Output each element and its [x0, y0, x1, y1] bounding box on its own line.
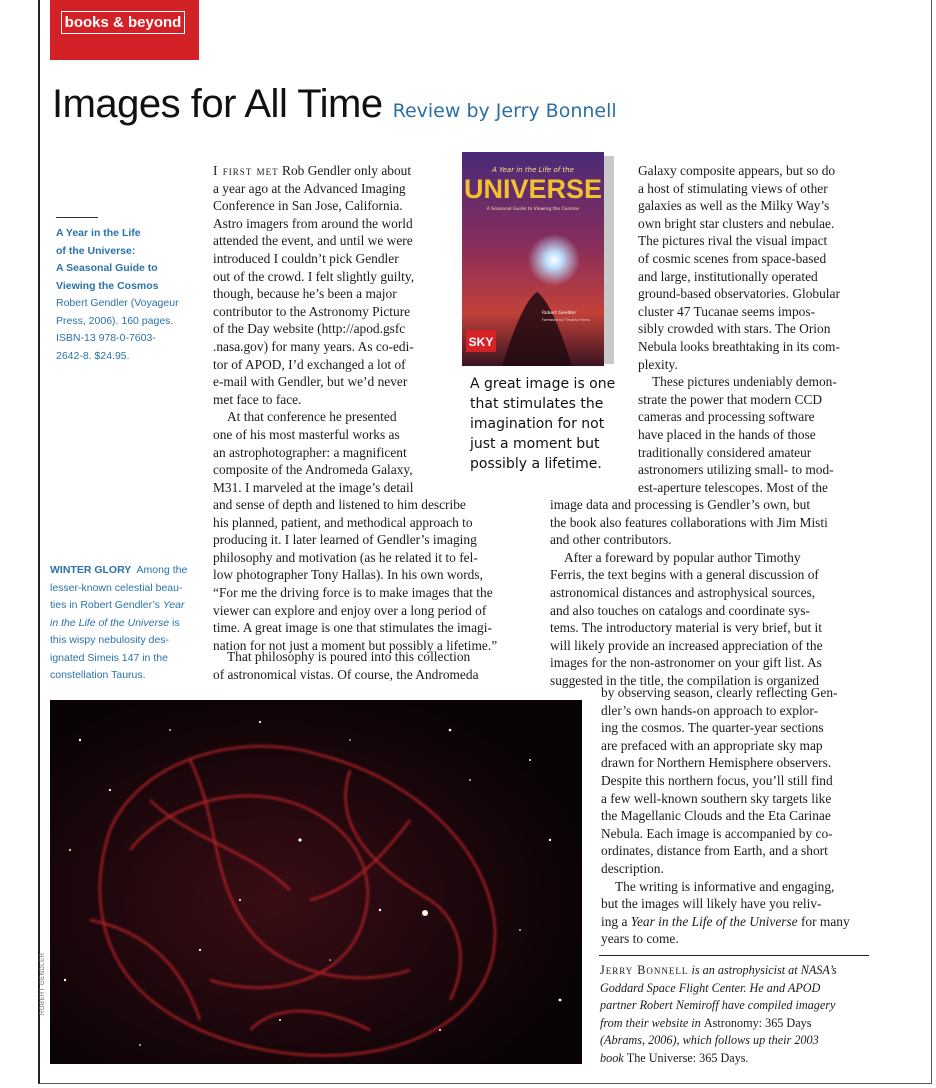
pull-quote: [470, 374, 620, 474]
text-line: a host of stimulating views of other: [638, 180, 828, 196]
text-line: dler’s own hands-on approach to explor-: [601, 702, 819, 718]
text-line: years to come.: [601, 931, 679, 947]
text-line: Year in the Life of the Universe: [630, 913, 798, 929]
article-title: Images for All Time: [52, 82, 383, 126]
text-line: ordinates, distance from Earth, and a short: [601, 843, 828, 859]
text-line: “For me the driving force is to make images that the: [213, 584, 493, 600]
text-line: just a moment but: [470, 436, 600, 452]
photo-credit: ROBERT GENDLER: [40, 952, 46, 1015]
text-line: ing the cosmos. The quarter-year sections: [601, 720, 824, 736]
text-line: Despite this northern focus, you’ll still find: [601, 772, 833, 788]
text-line: imagination for not: [470, 416, 605, 432]
text-line: from their website in: [600, 1015, 704, 1030]
photo-caption: [50, 562, 200, 685]
text-line: attended the event, and until we were: [213, 233, 413, 249]
text-line: will likely provide an increased appreciation of the: [550, 637, 823, 653]
text-line: partner Robert Nemiroff have compiled imagery: [600, 998, 836, 1012]
text-line: ignated Simeis 147 in the: [50, 651, 168, 664]
article-column-1c: [213, 648, 523, 683]
text-line: low photographer Tony Hallas). In his own words,: [213, 567, 483, 583]
book-title-line: of the Universe:: [56, 244, 136, 257]
text-line: These pictures undeniably demon-: [652, 374, 837, 390]
caption-title: WINTER GLORY: [50, 564, 132, 576]
article-column-3c: [601, 684, 871, 948]
text-line: own bright star clusters and nebulae.: [638, 215, 835, 231]
book-cover: [462, 152, 618, 366]
text-line: this wispy nebulosity des-: [50, 634, 170, 646]
cover-author: Robert Gendler: [542, 311, 577, 316]
text-line: ground-based observatories. Globular: [638, 286, 840, 302]
text-line: Nebula. Each image is accompanied by co-: [601, 825, 833, 841]
text-line: an astrophotographer: a magnificent: [213, 444, 407, 460]
text-line: are prefaced with an appropriate sky map: [601, 737, 823, 753]
text-line: plexity.: [638, 356, 678, 372]
text-line: book: [600, 1050, 627, 1065]
text-line: is an astrophysicist at NASA’s: [688, 963, 837, 977]
text-line: viewer can explore and enjoy over a long period of: [213, 602, 487, 618]
text-line: cluster 47 Tucanae seems impos-: [638, 303, 816, 319]
author-bio: [600, 962, 872, 1067]
text-line: ing a: [601, 913, 631, 929]
text-line: astronomers utilizing small- to mod-: [638, 462, 834, 478]
text-line: of the Day website (http://apod.gsfc: [213, 321, 406, 337]
cover-badge: SKY: [468, 335, 494, 349]
book-title-line: A Seasonal Guide to: [56, 262, 158, 274]
text-line: the book also features collaborations with Jim Misti: [550, 514, 828, 530]
section-label: books & beyond: [61, 11, 185, 34]
cover-kicker: A Year in the Life of the: [492, 166, 574, 174]
text-line: though, because he’s been a major: [213, 286, 397, 302]
article-byline: Review by Jerry Bonnell: [392, 100, 617, 122]
text-line: strate the power that modern CCD: [638, 391, 823, 407]
book-pub-line: ISBN-13 978-0-7603-: [56, 332, 156, 344]
lead-in: I first met: [213, 163, 279, 178]
text-line: A great image is one: [470, 376, 616, 392]
text-line: images for the non-astronomer on your gift list. As: [550, 655, 822, 671]
text-line: Nebula looks breathtaking in its com-: [638, 338, 840, 354]
text-line: of cosmic scenes from space-based: [638, 250, 827, 266]
text-line: M31. I marveled at the image’s detail: [213, 479, 414, 495]
text-line: in the Life of the Universe: [50, 616, 170, 629]
text-line: and sense of depth and listened to him describe: [213, 497, 466, 512]
text-line: (Abrams, 2006), which follows up their 2003: [600, 1033, 819, 1047]
text-line: drawn for Northern Hemisphere observers.: [601, 755, 832, 771]
book-title-line: A Year in the Life: [56, 227, 141, 239]
text-line: sibly crowded with stars. The Orion: [638, 321, 831, 337]
text-line: lesser-known celestial beau-: [50, 581, 183, 594]
cover-title: UNIVERSE: [463, 174, 603, 204]
text-line: tems. The introductory material is very brief, but it: [550, 620, 822, 636]
bio-name: Jerry Bonnell: [600, 963, 689, 977]
book-title-line: Viewing the Cosmos: [56, 279, 159, 292]
text-line: e-mail with Gendler, but we’d never: [213, 374, 408, 390]
text-line: tor of APOD, I’d exchanged a lot of: [213, 356, 406, 372]
text-line: ties in Robert Gendler’s: [50, 599, 163, 611]
text-line: Conference in San Jose, California.: [213, 198, 403, 214]
text-line: Goddard Space Flight Center. He and APOD: [600, 980, 821, 995]
cover-subtitle: A Seasonal Guide to Viewing the Cosmos: [486, 207, 580, 212]
book-pub-line: Robert Gendler (Voyageur: [56, 297, 179, 309]
article-column-1a: [213, 162, 459, 496]
text-line: have placed in the hands of those: [638, 426, 816, 442]
text-line: suggested in the title, the compilation is organized: [550, 672, 819, 688]
text-line: nation for not just a moment but possibly a lifetime.”: [213, 637, 498, 653]
text-line: and large, institutionally operated: [638, 268, 818, 284]
text-line: composite of the Andromeda Galaxy,: [213, 462, 413, 478]
text-line: philosophy and motivation (as he related it to fel-: [213, 549, 478, 565]
text-line: of astronomical vistas. Of course, the Andromeda: [213, 666, 479, 682]
text-line: Year: [162, 599, 185, 611]
text-line: The Universe: 365 Days: [626, 1050, 746, 1065]
text-line: At that conference he presented: [227, 409, 397, 425]
text-line: the Magellanic Clouds and the Eta Carinae: [601, 808, 831, 824]
section-tab: [50, 0, 199, 60]
article-column-1b: [213, 496, 523, 654]
text-line: but the images will likely have you reliv-: [601, 896, 822, 912]
bio-rule: [599, 955, 869, 956]
book-info-sidebar: [56, 225, 204, 365]
sidebar-rule: [56, 217, 98, 218]
text-line: contributor to the Astronomy Picture: [213, 303, 411, 319]
text-line: After a foreward by popular author Timothy: [564, 549, 801, 565]
book-pub-line: 2642-8. $24.95.: [56, 349, 130, 362]
text-line: Galaxy composite appears, but so do: [638, 163, 836, 178]
nebula-photo-art: [50, 700, 582, 1064]
text-line: cameras and processing software: [638, 409, 815, 425]
text-line: constellation Taurus.: [50, 669, 146, 681]
text-line: by observing season, clearly reflecting Gen-: [601, 685, 838, 700]
text-line: one of his most masterful works as: [213, 426, 400, 442]
text-line: his planned, patient, and methodical approach to: [213, 514, 473, 530]
text-line: a year ago at the Advanced Imaging: [213, 180, 406, 196]
text-line: for many: [797, 913, 850, 929]
text-line: that stimulates the: [470, 396, 604, 412]
text-line: Astronomy: 365 Days: [703, 1015, 812, 1030]
text-line: Among the: [136, 564, 188, 576]
text-line: description.: [601, 860, 664, 876]
text-line: Rob Gendler only about: [278, 163, 412, 178]
text-line: Ferris, the text begins with a general discussion of: [550, 567, 819, 583]
article-column-3b: [550, 496, 870, 690]
text-line: .nasa.gov) for many years. As co-edi-: [213, 338, 414, 354]
cover-foreword: Foreword by Timothy Ferris: [542, 318, 590, 322]
article-column-3a: [638, 162, 870, 496]
book-cover-art: [462, 152, 618, 366]
text-line: introduced I couldn’t pick Gendler: [213, 250, 399, 266]
text-line: .: [745, 1050, 749, 1065]
text-line: The pictures rival the visual impact: [638, 233, 828, 249]
text-line: image data and processing is Gendler’s own, but: [550, 497, 811, 512]
text-line: out of the crowd. I felt slightly guilty,: [213, 268, 415, 284]
text-line: possibly a lifetime.: [470, 456, 602, 472]
text-line: is: [169, 616, 180, 629]
book-pub-line: Press, 2006). 160 pages.: [56, 314, 174, 327]
text-line: time. A great image is one that stimulates the imagi-: [213, 620, 492, 636]
text-line: That philosophy is poured into this collection: [227, 649, 471, 664]
text-line: est-aperture telescopes. Most of the: [638, 479, 829, 495]
text-line: and other contributors.: [550, 532, 672, 548]
text-line: The writing is informative and engaging,: [615, 878, 835, 894]
text-line: traditionally considered amateur: [638, 444, 812, 460]
text-line: Astro imagers from around the world: [213, 215, 413, 231]
text-line: met face to face.: [213, 391, 302, 407]
text-line: a few well-known southern sky targets like: [601, 790, 832, 806]
text-line: astronomical distances and astrophysical sources,: [550, 584, 816, 600]
text-line: producing it. I later learned of Gendler’s imaging: [213, 532, 477, 548]
text-line: and also touches on catalogs and coordinate sys-: [550, 602, 810, 618]
nebula-photo: [50, 700, 582, 1064]
text-line: galaxies as well as the Milky Way’s: [638, 198, 830, 214]
headline: [52, 82, 617, 127]
